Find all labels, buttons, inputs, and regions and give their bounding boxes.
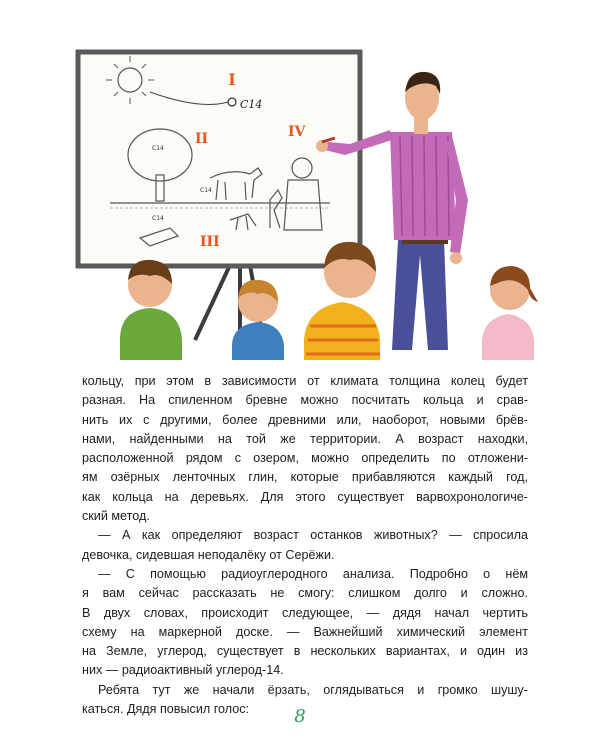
p1-line-5: расположенной рядом с озером, можно определить по отложени- xyxy=(82,451,528,466)
p3-line-6: них — радиоактивный углерод-14. xyxy=(82,663,284,678)
p2-line-1: — А как определяют возраст останков животных? — спросила xyxy=(98,528,528,543)
p1-line-1: кольцу, при этом в зависимости от климата толщина колец будет xyxy=(82,374,528,388)
girl-pink-shirt xyxy=(482,266,538,360)
whiteboard xyxy=(78,52,360,266)
p1-line-3: нить их с другими, более древними или, наоборот, новыми брёв- xyxy=(82,412,528,427)
p1-line-4: нами, найденными на той же территории. А возраст находки, xyxy=(82,431,528,446)
p4-line-2: каться. Дядя повысил голос: xyxy=(82,702,250,717)
p1-line-6: ям озёрных ленточных глин, которые прибавляются каждый год, xyxy=(82,470,528,485)
label-roman-1: I xyxy=(228,70,236,89)
p1-line-8: ский метод. xyxy=(82,509,150,524)
page-number: 8 xyxy=(294,706,306,727)
paragraph-2 xyxy=(82,526,528,565)
body-text xyxy=(82,372,528,719)
label-c14-small-3: C14 xyxy=(152,215,164,222)
label-c14: C14 xyxy=(240,98,263,111)
p1-line-7: как кольца на деревьях. Для этого существует варвохронологиче- xyxy=(82,489,528,504)
p3-line-1: — С помощью радиоуглеродного анализа. Подробно о нём xyxy=(98,566,528,581)
label-roman-4: IV xyxy=(288,124,306,140)
p1-line-2: разная. На спиленном бревне можно посчитать кольца и срав- xyxy=(82,393,528,408)
label-c14-small-2: C14 xyxy=(200,187,212,194)
p2-line-2: девочка, сидевшая неподалёку от Серёжи. xyxy=(82,547,335,562)
label-roman-3: III xyxy=(200,234,220,250)
paragraph-1 xyxy=(82,372,528,526)
p4-line-1: Ребята тут же начали ёрзать, оглядываться и громко шушу- xyxy=(98,682,528,697)
label-roman-2: II xyxy=(195,131,209,147)
classroom-illustration xyxy=(60,40,560,360)
p3-line-3: В двух словах, происходит следующее, — дядя начал чертить xyxy=(82,605,528,620)
p3-line-2: я вам сейчас рассказать не смогу: слишком долго и сложно. xyxy=(82,586,528,601)
boy-green-shirt xyxy=(120,260,182,360)
p3-line-4: схему на маркерной доске. — Важнейший химический элемент xyxy=(82,624,528,639)
p3-line-5: на Земле, углерод, существует в нескольких вариантах, и один из xyxy=(82,644,528,659)
paragraph-3 xyxy=(82,565,528,681)
label-c14-small-1: C14 xyxy=(152,145,164,152)
